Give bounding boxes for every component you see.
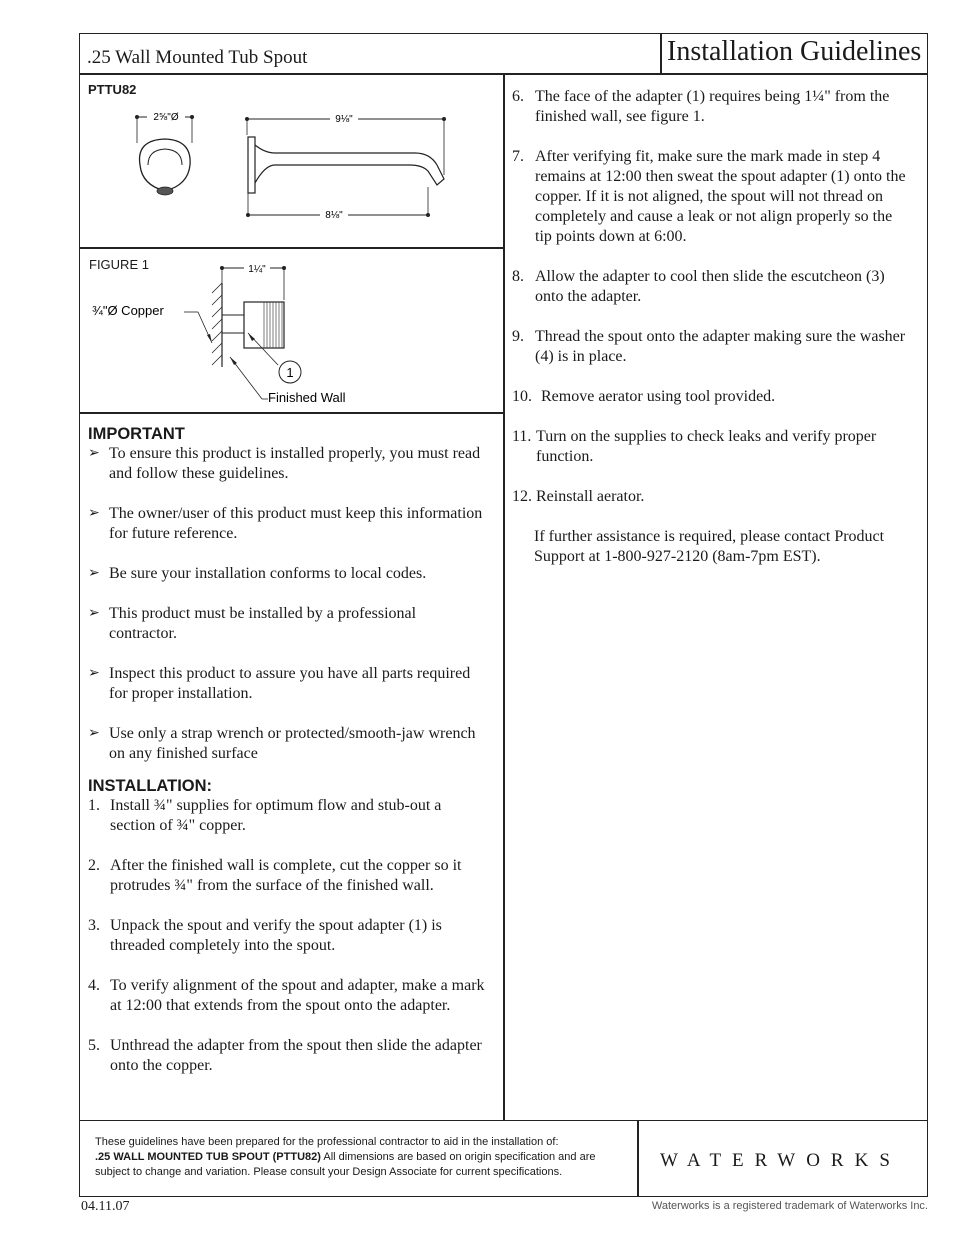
arrow-bullet-icon: ➢ xyxy=(88,606,100,621)
important-heading: IMPORTANT xyxy=(88,425,185,443)
installation-heading: INSTALLATION: xyxy=(88,777,213,795)
figure-label: FIGURE 1 xyxy=(89,257,149,272)
footer-note: All dimensions are based on origin specification and are subject to change and variation. Please consult your Design Associate for current specifications. xyxy=(95,1151,596,1178)
model-number: PTTU82 xyxy=(88,82,137,97)
list-item: ➢ Inspect this product to assure you have all parts required for proper installation. xyxy=(88,665,471,702)
list-item: ➢ This product must be installed by a professional contractor. xyxy=(88,605,417,642)
list-item: 12. Reinstall aerator. xyxy=(512,488,645,505)
support-contact: If further assistance is required, please contact Product Support at 1-800-927-2120 (8am-7pm EST). xyxy=(534,528,885,565)
right-column xyxy=(512,87,912,567)
list-item: 5. Unthread the adapter from the spout then slide the adapter onto the copper. xyxy=(88,1037,482,1074)
list-item: ➢ To ensure this product is installed properly, you must read and follow these guidelines. xyxy=(88,445,481,482)
protrusion-dimension: 1¼" xyxy=(248,264,266,275)
arrow-bullet-icon: ➢ xyxy=(88,666,100,681)
footer-intro: These guidelines have been prepared for the professional contractor to aid in the installation of: xyxy=(95,1136,559,1148)
list-item: 4. To verify alignment of the spout and adapter, make a mark at 12:00 that extends from the spout onto the adapter. xyxy=(88,977,485,1014)
list-item: 3. Unpack the spout and verify the spout adapter (1) is threaded completely into the spout. xyxy=(88,917,442,954)
document-date: 04.11.07 xyxy=(81,1199,130,1214)
list-item: ➢ Be sure your installation conforms to local codes. xyxy=(88,565,427,582)
document-title: Installation Guidelines xyxy=(667,36,922,67)
installation-steps-right xyxy=(512,87,912,507)
copper-label: ¾"Ø Copper xyxy=(92,303,164,318)
list-item: 2. After the finished wall is complete, cut the copper so it protrudes ¾" from the surface of the finished wall. xyxy=(88,857,462,894)
list-item: 9. Thread the spout onto the adapter making sure the washer (4) is in place. xyxy=(512,328,906,365)
column-divider xyxy=(503,74,505,1121)
figure-rule xyxy=(79,412,504,414)
escutcheon-dimension: 2⅝"Ø xyxy=(153,112,179,123)
wall-label: Finished Wall xyxy=(268,390,346,405)
arrow-bullet-icon: ➢ xyxy=(88,506,100,521)
trademark-note: Waterworks is a registered trademark of Waterworks Inc. xyxy=(651,1200,928,1212)
figure-1-drawing xyxy=(80,255,503,411)
header-divider xyxy=(660,33,662,74)
callout-number: 1 xyxy=(286,365,294,380)
spout-length-top: 9⅛" xyxy=(335,114,353,125)
drawing-rule xyxy=(79,247,504,249)
list-item: 8. Allow the adapter to cool then slide the escutcheon (3) onto the adapter. xyxy=(512,268,885,305)
list-item: 7. After verifying fit, make sure the mark made in step 4 remains at 12:00 then sweat the spout adapter (1) onto the copper. If it is not aligned, the spout will not thread on completely and cause a leak or not align properly so the tip points down at 6:00. xyxy=(512,148,906,245)
important-list xyxy=(88,444,488,764)
product-title: .25 Wall Mounted Tub Spout xyxy=(87,47,308,68)
arrow-bullet-icon: ➢ xyxy=(88,446,100,461)
list-item: 11. Turn on the supplies to check leaks and verify proper function. xyxy=(512,428,877,465)
list-item: ➢ The owner/user of this product must keep this information for future reference. xyxy=(88,505,483,542)
spout-length-bottom: 8⅛" xyxy=(325,210,343,221)
list-item: 1. Install ¾" supplies for optimum flow and stub-out a section of ¾" copper. xyxy=(88,797,442,834)
arrow-bullet-icon: ➢ xyxy=(88,726,100,741)
brand-logo: WATERWORKS xyxy=(660,1150,901,1171)
list-item: 6. The face of the adapter (1) requires being 1¼" from the finished wall, see figure 1. xyxy=(512,88,890,125)
list-item: 10. Remove aerator using tool provided. xyxy=(512,388,776,405)
footer-disclaimer xyxy=(95,1135,625,1180)
installation-steps-left xyxy=(88,796,488,1076)
footer-product: .25 WALL MOUNTED TUB SPOUT (PTTU82) xyxy=(95,1151,321,1163)
footer-divider xyxy=(637,1121,639,1197)
spout-drawing xyxy=(80,95,503,245)
list-item: ➢ Use only a strap wrench or protected/smooth-jaw wrench on any finished surface xyxy=(88,725,476,762)
arrow-bullet-icon: ➢ xyxy=(88,566,100,581)
left-column xyxy=(88,424,488,1096)
